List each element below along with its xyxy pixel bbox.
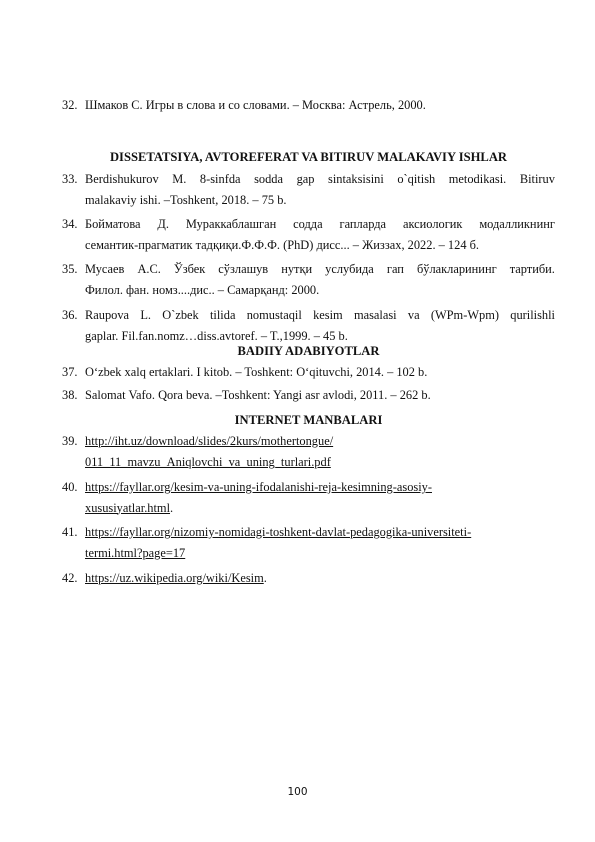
reference-32 xyxy=(62,95,555,116)
reference-36 xyxy=(62,305,555,346)
reference-number: 35. xyxy=(62,262,78,276)
reference-text: Salomat Vafo. Qora beva. –Toshkent: Yangi asr avlodi, 2011. – 262 b. xyxy=(85,388,431,402)
heading-dissertations: DISSETATSIYA, AVTOREFERAT VA BITIRUV MALAKAVIY ISHLAR xyxy=(109,150,508,164)
reference-link[interactable]: https://fayllar.org/nizomiy-nomidagi-toshkent-davlat-pedagogika-universiteti- xyxy=(85,525,472,539)
reference-40 xyxy=(62,477,555,518)
reference-text-line: gaplar. Fil.fan.nomz…diss.avtoref. – T.,1999. – 45 b. xyxy=(85,328,348,343)
page-number: 100 xyxy=(287,786,308,798)
reference-33 xyxy=(62,169,555,210)
reference-35 xyxy=(62,259,555,300)
reference-text-line: Мусаев А.С. Ўзбек сўзлашув нутқи услубида гап бўлакларининг тартиби. xyxy=(85,262,555,276)
reference-37 xyxy=(62,362,555,383)
reference-suffix: . xyxy=(170,500,174,515)
reference-link[interactable]: https://fayllar.org/kesim-va-uning-ifodalanishi-reja-kesimning-asosiy- xyxy=(85,480,432,494)
reference-link[interactable]: 011_11_mavzu_Aniqlovchi_va_uning_turlari.pdf xyxy=(85,454,331,469)
reference-number: 36. xyxy=(62,308,78,322)
reference-text-line: Raupova L. O`zbek tilida nomustaqil kesim masalasi va (WPm-Wpm) qurilishli xyxy=(85,308,555,322)
reference-number: 38. xyxy=(62,388,78,402)
reference-number: 33. xyxy=(62,172,78,186)
reference-text-line: семантик-прагматик тадқиқи.Ф.Ф.Ф. (PhD) дисс... – Жиззах, 2022. – 124 б. xyxy=(85,237,480,252)
reference-suffix: . xyxy=(263,571,267,585)
reference-38 xyxy=(62,385,555,406)
reference-42 xyxy=(62,568,555,589)
reference-text-line: Филол. фан. номз....дис.. – Самарқанд: 2000. xyxy=(85,282,320,297)
reference-link[interactable]: xususiyatlar.html xyxy=(85,500,171,515)
reference-number: 42. xyxy=(62,571,78,585)
reference-number: 32. xyxy=(62,98,78,112)
reference-number: 37. xyxy=(62,365,78,379)
reference-41 xyxy=(62,522,555,563)
heading-internet-sources: INTERNET MANBALARI xyxy=(234,413,383,427)
reference-text-line: malakaviy ishi. –Toshkent, 2018. – 75 b. xyxy=(85,192,287,207)
reference-text-line: Berdishukurov M. 8-sinfda sodda gap sintaksisini o`qitish metodikasi. Bitiruv xyxy=(85,172,555,186)
reference-number: 34. xyxy=(62,217,78,231)
reference-link[interactable]: http://iht.uz/download/slides/2kurs/mothertongue/ xyxy=(85,434,334,448)
reference-text: Шмаков С. Игры в слова и со словами. – Москва: Астрель, 2000. xyxy=(85,98,426,112)
reference-number: 39. xyxy=(62,434,78,448)
reference-text: O‘zbek xalq ertaklari. I kitob. – Toshkent: O‘qituvchi, 2014. – 102 b. xyxy=(85,365,428,379)
reference-34 xyxy=(62,214,555,255)
reference-number: 40. xyxy=(62,480,78,494)
reference-link[interactable]: termi.html?page=17 xyxy=(85,545,186,560)
reference-number: 41. xyxy=(62,525,78,539)
heading-literary-works: BADIIY ADABIYOTLAR xyxy=(237,344,380,358)
reference-39 xyxy=(62,431,555,472)
reference-text-line: Бойматова Д. Мураккаблашган содда гапларда аксиологик модалликнинг xyxy=(85,217,555,231)
reference-link[interactable]: https://uz.wikipedia.org/wiki/Kesim xyxy=(85,571,264,585)
